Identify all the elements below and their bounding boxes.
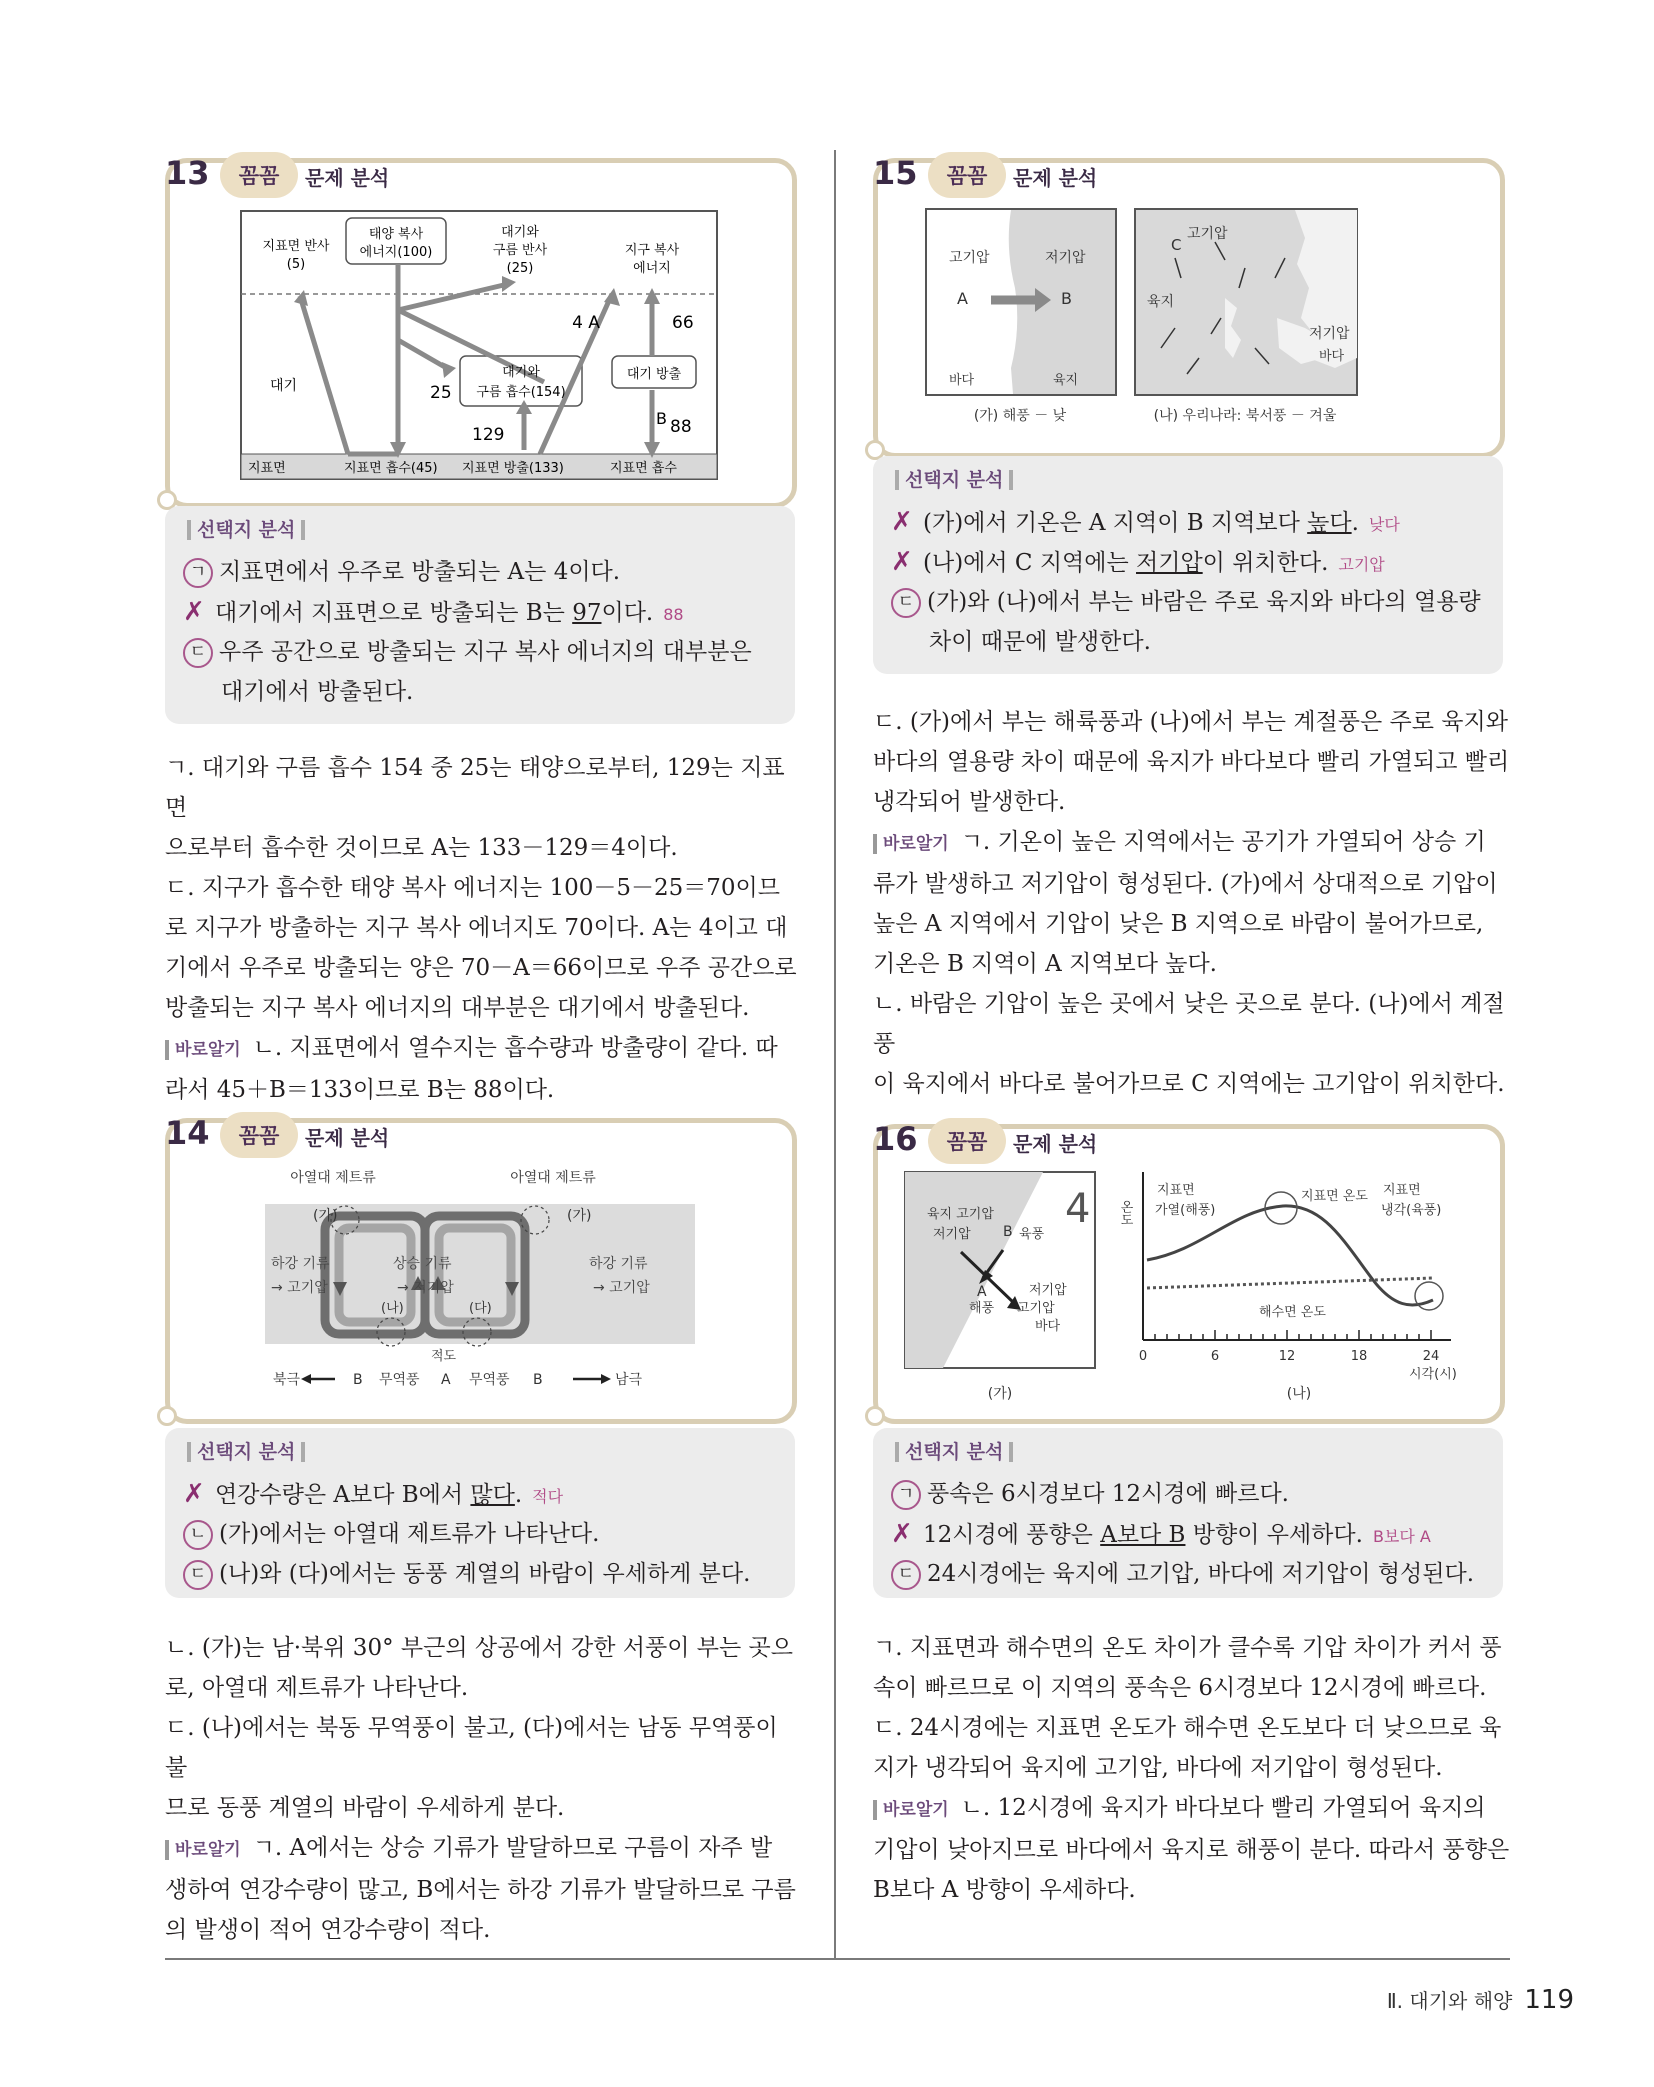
p14-ring [157,1406,177,1426]
p15-choice-label: 선택지 분석 [895,470,1013,490]
footer-section: Ⅱ. 대기와 해양 [1386,1989,1513,2013]
p15-choice-1-correction: 낮다 [1368,515,1400,534]
p16-number: 16 [873,1120,918,1158]
p15-map-low: 저기압 [1309,326,1350,342]
p14-bar-text: ㄱ. A에서는 상승 기류가 발달하므로 구름이 자주 발 [252,1835,773,1861]
p15-line: 기온은 B 지역이 A 지역보다 높다. [873,951,1217,977]
p16-line: ㄷ. 24시경에는 지표면 온도가 해수면 온도보다 더 낮으므로 육 [873,1715,1502,1741]
p16-cool-1: 지표면 [1383,1183,1421,1198]
p13-surface-reflect: 지표면 반사 [262,239,330,254]
p14-choice-2 [183,1514,599,1554]
p16-choice-2-underlined: A보다 B [1100,1522,1186,1548]
page-footer [1387,1985,1574,2015]
p14-equator: 적도 [431,1349,457,1364]
p14-trade-left: 무역풍 [379,1372,420,1388]
p13-value-88: 88 [670,417,692,437]
p16-low-1: 저기압 [1029,1283,1067,1298]
p13-line: ㄷ. 지구가 흡수한 태양 복사 에너지는 100－5－25＝70이므 [165,875,780,901]
p13-cloud-reflect-value: (25) [506,261,534,276]
p16-line: ㄱ. 지표면과 해수면의 온도 차이가 클수록 기압 차이가 커서 풍 [873,1635,1502,1661]
p15-bar-label: 바로알기 [873,834,953,854]
p14-choice-3-mark: ㄷ [183,1560,213,1590]
p15-choice-2-underlined: 저기압 [1136,550,1203,576]
p15-choice-2-text-b: 이 위치한다. [1202,550,1329,576]
p13-line: 라서 45＋B＝133이므로 B는 88이다. [165,1077,555,1103]
p13-choice-3-mark: ㄷ [183,638,213,668]
p13-choice-2-correction: 88 [663,605,684,624]
p13-choice-label: 선택지 분석 [187,520,305,540]
p15-map-high: 고기압 [1187,226,1228,242]
p14-down-right-1: 하강 기류 [589,1256,648,1272]
p16-choice-label: 선택지 분석 [895,1442,1013,1462]
p13-earth-rad-2: 에너지 [633,261,671,276]
p16-bar-line [873,1788,1513,1830]
p16-tick-18: 18 [1350,1349,1368,1364]
p15-choice-3-cont: 차이 때문에 발생한다. [929,629,1151,655]
p16-sea-breeze: 해풍 [969,1301,995,1316]
p16-land-high-1: 육지 고기압 [927,1207,994,1222]
p16-land-wind: 육풍 [1019,1227,1045,1242]
p15-choice-1-cross: ✗ [891,507,913,537]
p15-choice-1-text-b: . [1351,510,1359,536]
p14-down-left-2: → 고기압 [271,1280,328,1296]
p14-badge: 꼼꼼 [220,1112,298,1158]
p13-cloud-reflect-1: 대기와 [501,225,539,240]
p15-map-c: C [1171,236,1182,254]
p14-choice-box [165,1428,795,1598]
p14-explanation [165,1628,805,1950]
p16-heat-2: 가열(해풍) [1155,1203,1216,1218]
p13-bar-label: 바로알기 [165,1040,245,1060]
p15-line: ㄷ. (가)에서 부는 해륙풍과 (나)에서 부는 계절풍은 주로 육지와 [873,709,1508,735]
p13-line: ㄱ. 대기와 구름 흡수 154 중 25는 태양으로부터, 129는 지표면 [165,755,785,821]
p16-choice-box [873,1428,1503,1598]
p16-temp-axis: 온도 [1117,1200,1133,1226]
p15-choice-1-text-a: (가)에서 기온은 A 지역이 B 지역보다 [923,510,1308,536]
p15-map-land: 육지 [1147,294,1175,310]
p14-north: 북극 [273,1372,301,1388]
p14-jet-right: 아열대 제트류 [510,1170,596,1186]
p14-south: 남극 [615,1372,643,1388]
p15-caption-ga: (가) 해풍 － 낮 [973,408,1067,424]
p16-four: 4 [1065,1186,1091,1232]
p13-value-129: 129 [472,425,505,445]
p14-da: (다) [469,1301,492,1316]
p16-choice-1-text: 풍속은 6시경보다 12시경에 빠르다. [927,1481,1289,1507]
p15-line: 냉각되어 발생한다. [873,789,1066,815]
p15-a-label: A [957,289,968,308]
p14-up-1: 상승 기류 [393,1256,452,1272]
p13-solar-label-2: 에너지(100) [359,245,433,260]
p14-down-right-2: → 고기압 [593,1280,650,1296]
p14-line: ㄴ. (가)는 남·북위 30° 부근의 상공에서 강한 서풍이 부는 곳으 [165,1635,793,1661]
p13-choice-3-text: 우주 공간으로 방출되는 지구 복사 에너지의 대부분은 [219,639,752,665]
p13-choice-1-text: 지표면에서 우주로 방출되는 A는 4이다. [219,559,621,585]
p14-choice-label: 선택지 분석 [187,1442,305,1462]
p16-choice-2-cross: ✗ [891,1519,913,1549]
p13-bar-text: ㄴ. 지표면에서 열수지는 흡수량과 방출량이 같다. 따 [252,1035,778,1061]
p14-bar-line [165,1828,805,1870]
p14-choice-1-text-b: . [514,1482,523,1508]
p13-choice-2 [183,592,684,635]
p13-atmosphere-label: 대기 [270,378,298,394]
p14-line: 생하여 연강수량이 많고, B에서는 하강 기류가 발달하므로 구름 [165,1877,796,1903]
p16-time-label: 시각(시) [1409,1367,1457,1382]
p15-map-sea: 바다 [1319,349,1345,364]
p13-title: 문제 분석 [305,166,390,190]
p16-sea-label: 바다 [1035,1319,1061,1334]
p16-choice-1-mark: ㄱ [891,1480,921,1510]
p15-land-label: 육지 [1053,373,1079,388]
p14-line: 로, 아열대 제트류가 나타난다. [165,1675,469,1701]
p13-solar-label-1: 태양 복사 [368,227,424,242]
p13-b-label: B [656,409,667,428]
p16-a-label: A [977,1284,987,1300]
p16-choice-2-correction: B보다 A [1372,1527,1431,1546]
p15-number: 15 [873,154,918,192]
p13-value-25: 25 [430,383,452,403]
p16-title: 문제 분석 [1013,1132,1098,1156]
p15-choice-2 [891,542,1385,585]
p16-choice-3-text: 24시경에는 육지에 고기압, 바다에 저기압이 형성된다. [927,1561,1475,1587]
p13-number: 13 [165,154,210,192]
p16-diagram [903,1170,1483,1402]
p13-cloud-reflect-2: 구름 반사 [492,243,548,258]
p14-a: A [441,1372,451,1388]
p15-line: 바다의 열용량 차이 때문에 육지가 바다보다 빨리 가열되고 빨리 [873,749,1510,775]
p14-choice-2-mark: ㄴ [183,1520,213,1550]
p15-low-label: 저기압 [1045,250,1086,266]
p13-line: 로 지구가 방출하는 지구 복사 에너지도 70이다. A는 4이고 대 [165,915,788,941]
p14-choice-3-text: (나)와 (다)에서는 동풍 계열의 바람이 우세하게 분다. [219,1561,751,1587]
p14-b-right: B [533,1372,543,1388]
p14-bar-label: 바로알기 [165,1840,245,1860]
p13-earth-rad-1: 지구 복사 [624,243,680,258]
p14-na: (나) [381,1301,404,1316]
p13-energy-diagram [240,210,720,482]
p13-badge: 꼼꼼 [220,152,298,198]
bottom-rule [165,1958,1510,1960]
p16-b-label: B [1003,1224,1013,1240]
p14-title: 문제 분석 [305,1126,390,1150]
p16-tick-12: 12 [1278,1349,1296,1364]
p15-title: 문제 분석 [1013,166,1098,190]
p14-choice-3 [183,1554,750,1594]
p16-choice-1 [891,1474,1289,1514]
p13-absorb-label-1: 대기와 [502,365,540,380]
p13-line: 기에서 우주로 방출되는 양은 70－A＝66이므로 우주 공간으로 [165,955,797,981]
p14-choice-2-text: (가)에서는 아열대 제트류가 나타난다. [219,1521,600,1547]
page-number: 119 [1524,1985,1574,2015]
p16-explanation [873,1628,1513,1910]
p13-atm-emit-label: 대기 방출 [626,367,682,382]
p13-bar-line [165,1028,805,1070]
p16-tick-24: 24 [1422,1349,1440,1364]
p13-surface-reflect-value: (5) [286,257,306,272]
p16-caption-ga: (가) [987,1386,1013,1402]
p15-bar-text: ㄱ. 기온이 높은 지역에서는 공기가 가열되어 상승 기 [960,829,1486,855]
p13-choice-2-cross: ✗ [183,597,205,627]
p13-bottom-surface: 지표면 [248,461,286,476]
p15-choice-3-mark: ㄷ [891,588,921,618]
p16-line: 지가 냉각되어 육지에 고기압, 바다에 저기압이 형성된다. [873,1755,1443,1781]
p13-choice-1-mark: ㄱ [183,558,213,588]
p16-bar-text: ㄴ. 12시경에 육지가 바다보다 빨리 가열되어 육지의 [960,1795,1486,1821]
p16-choice-2-text-a: 12시경에 풍향은 [923,1522,1101,1548]
p14-jet-left: 아열대 제트류 [290,1170,376,1186]
p15-explanation [873,702,1513,1104]
p14-line: ㄷ. (나)에서는 북동 무역풍이 불고, (다)에서는 남동 무역풍이 불 [165,1715,778,1781]
p15-line: 류가 발생하고 저기압이 형성된다. (가)에서 상대적으로 기압이 [873,871,1498,897]
column-divider [834,150,836,1960]
p14-choice-1-correction: 적다 [532,1487,564,1506]
p15-line: 높은 A 지역에서 기압이 낮은 B 지역으로 바람이 불어가므로, [873,911,1484,937]
p14-choice-1-cross: ✗ [183,1479,205,1509]
p13-choice-3-cont: 대기에서 방출된다. [221,679,414,705]
p15-choice-2-correction: 고기압 [1338,555,1385,574]
p13-choice-2-text-a: 대기에서 지표면으로 방출되는 B는 [215,600,573,626]
p16-choice-3 [891,1554,1474,1594]
p15-choice-1-underlined: 높다 [1307,510,1352,536]
p16-bar-label: 바로알기 [873,1800,953,1820]
p13-line: 방출되는 지구 복사 에너지의 대부분은 대기에서 방출된다. [165,995,750,1021]
p16-surface-temp: 지표면 온도 [1301,1189,1368,1204]
p16-heat-1: 지표면 [1157,1183,1195,1198]
p13-bottom-absorb: 지표면 흡수(45) [344,461,438,476]
p16-tick-0: 0 [1138,1349,1148,1364]
p15-wind-diagram [925,208,1485,428]
p16-caption-na: (나) [1286,1386,1312,1402]
p13-choice-2-text-b: 이다. [601,600,654,626]
p16-line: B보다 A 방향이 우세하다. [873,1877,1136,1903]
p13-choice-3 [183,632,752,672]
p16-tick-6: 6 [1210,1349,1220,1364]
p16-choice-3-mark: ㄷ [891,1560,921,1590]
p16-low-2: 고기압 [1017,1301,1055,1316]
p14-b-left: B [353,1372,363,1388]
p16-choice-2-text-b: 방향이 우세하다. [1185,1522,1363,1548]
p16-ring [865,1406,885,1426]
p15-choice-box [873,456,1503,674]
p13-bottom-absorb2: 지표면 흡수 [610,461,677,476]
p13-bottom-emit: 지표면 방출(133) [462,461,564,476]
p15-caption-na: (나) 우리나라: 북서풍 － 겨울 [1153,408,1337,424]
p16-land-high-2: 저기압 [933,1227,971,1242]
p16-choice-2 [891,1514,1431,1557]
p15-line: 이 육지에서 바다로 불어가므로 C 지역에는 고기압이 위치한다. [873,1071,1505,1097]
p14-down-left-1: 하강 기류 [271,1256,330,1272]
p13-choice-2-underlined: 97 [572,600,602,626]
p15-choice-3-text: (가)와 (나)에서 부는 바람은 주로 육지와 바다의 열용량 [927,589,1481,615]
p16-cool-2: 냉각(육풍) [1381,1203,1442,1218]
p14-choice-1 [183,1474,563,1517]
p16-line: 속이 빠르므로 이 지역의 풍속은 6시경보다 12시경에 빠르다. [873,1675,1487,1701]
p15-choice-2-cross: ✗ [891,547,913,577]
p15-line: ㄴ. 바람은 기압이 높은 곳에서 낮은 곳으로 분다. (나)에서 계절풍 [873,991,1505,1057]
p13-choice-box [165,506,795,724]
p15-high-label: 고기압 [949,250,990,266]
p14-line: 의 발생이 적어 연강수량이 적다. [165,1917,491,1943]
p13-value-4a: 4 A [572,313,600,333]
p13-explanation [165,748,805,1110]
p14-trade-right: 무역풍 [469,1372,510,1388]
p15-bar-line [873,822,1513,864]
p16-badge: 꼼꼼 [928,1118,1006,1164]
p14-ga-right: (가) [567,1208,592,1224]
p15-b-label: B [1061,289,1072,308]
p13-choice-1 [183,552,620,592]
p14-circulation-diagram [213,1162,773,1392]
p13-absorb-label-2: 구름 흡수(154) [476,385,566,400]
p14-choice-1-underlined: 많다 [470,1482,515,1508]
p14-up-2: → 저기압 [397,1280,454,1296]
p14-line: 므로 동풍 계열의 바람이 우세하게 분다. [165,1795,565,1821]
p14-number: 14 [165,1114,210,1152]
p15-badge: 꼼꼼 [928,152,1006,198]
p15-choice-2-text-a: (나)에서 C 지역에는 [923,550,1137,576]
p16-line: 기압이 낮아지므로 바다에서 육지로 해풍이 분다. 따라서 풍향은 [873,1837,1510,1863]
p16-sea-temp: 해수면 온도 [1259,1305,1326,1320]
p14-choice-1-text-a: 연강수량은 A보다 B에서 [215,1482,471,1508]
p15-choice-1 [891,502,1400,545]
p15-choice-3 [891,582,1481,622]
p13-value-66: 66 [672,313,694,333]
p13-line: 으로부터 흡수한 것이므로 A는 133－129＝4이다. [165,835,678,861]
p14-ga-left: (가) [313,1208,338,1224]
p15-sea-label: 바다 [949,373,975,388]
